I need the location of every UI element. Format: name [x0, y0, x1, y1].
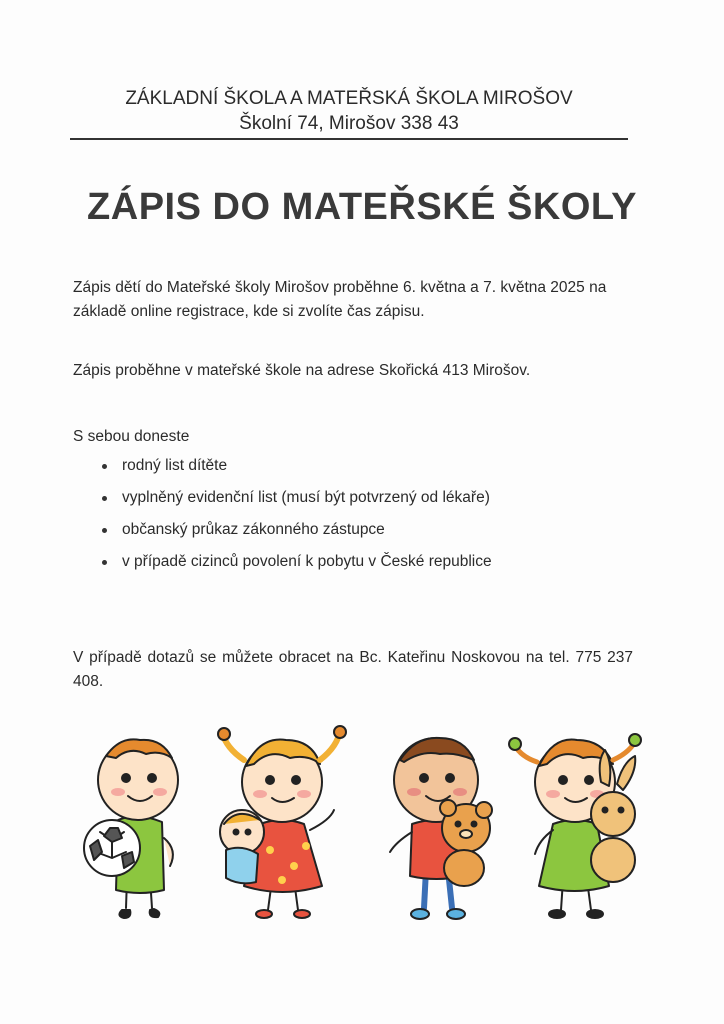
girl-with-doll-figure: [218, 726, 346, 918]
page-title: ZÁPIS DO MATEŘSKÉ ŠKOLY: [87, 186, 637, 228]
children-illustration: [60, 720, 660, 930]
girl-with-bunny-figure: [509, 734, 641, 918]
boy-with-teddy-figure: [390, 738, 492, 919]
contact-paragraph: V případě dotazů se můžete obracet na Bc. Kateřinu Noskovou na tel. 775 237 408.: [73, 649, 633, 690]
list-item: v případě cizinců povolení k pobytu v České republice: [100, 550, 492, 582]
bring-list: [100, 454, 492, 582]
bring-heading: S sebou doneste: [73, 428, 190, 445]
school-name: ZÁKLADNÍ ŠKOLA A MATEŘSKÁ ŠKOLA MIROŠOV: [125, 88, 573, 109]
boy-with-ball-figure: [84, 739, 178, 918]
school-header: [70, 86, 628, 140]
list-item: vyplněný evidenční list (musí být potvrzený od lékaře): [100, 486, 492, 518]
list-item: občanský průkaz zákonného zástupce: [100, 518, 492, 550]
school-address: Školní 74, Mirošov 338 43: [239, 113, 459, 134]
list-item: rodný list dítěte: [100, 454, 492, 486]
location-paragraph: Zápis proběhne v mateřské škole na adrese Skořická 413 Mirošov.: [73, 362, 531, 379]
registration-paragraph: Zápis dětí do Mateřské školy Mirošov proběhne 6. května a 7. května 2025 na základě online registrace, kde si zvolíte čas zápisu.: [73, 279, 607, 320]
